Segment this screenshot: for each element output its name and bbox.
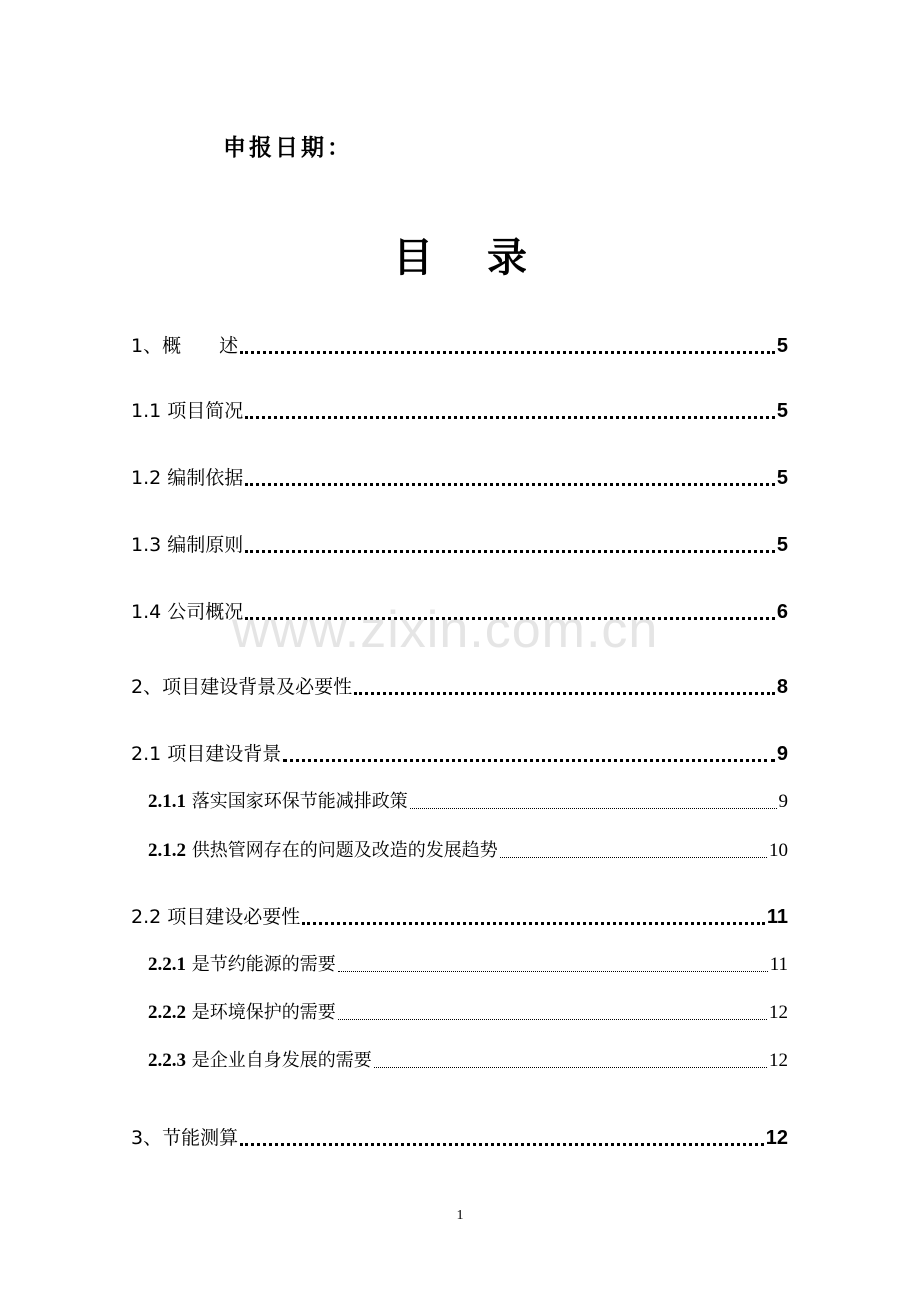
footer-page-number: 1 [456,1208,464,1223]
toc-entry-label [148,787,408,817]
toc-page-number: 5 [776,335,788,357]
toc-entry-text: 是节约能源的需要 [186,954,336,975]
toc-entry-label: 2.2 项目建设必要性 [131,906,301,928]
watermark: www.zixin.com.cn [232,601,659,659]
toc-entry-1-3[interactable] [131,530,788,560]
toc-entry-number: 2.2.3 [148,1050,186,1071]
toc-entry-label [148,1046,372,1076]
toc-entry-1[interactable] [131,331,788,361]
toc-page-number: 11 [769,954,788,975]
dot-leader [374,1067,767,1068]
toc-entry-label: 1.1 项目简况 [131,400,244,422]
toc-entry-1-2[interactable] [131,463,788,493]
toc-entry-label: 3、节能测算 [131,1127,239,1149]
dot-leader [240,351,775,354]
dot-leader [245,483,775,486]
toc-page-number: 12 [769,1050,788,1071]
toc-title: 目 录 [393,235,527,281]
toc-page-number: 5 [776,400,788,422]
dot-leader [240,1143,764,1146]
toc-entry-2-2-2[interactable] [148,998,788,1028]
dot-leader [245,550,775,553]
toc-entry-label [148,998,336,1028]
toc-entry-label: 1.2 编制依据 [131,467,244,489]
toc-page-number: 6 [776,601,788,623]
dot-leader [500,857,767,858]
toc-page-number: 11 [766,906,788,928]
toc-entry-label: 1.3 编制原则 [131,534,244,556]
toc-entry-2-1-1[interactable] [148,787,788,817]
toc-page-number: 5 [776,467,788,489]
dot-leader [302,922,765,925]
dot-leader [245,416,775,419]
toc-entry-label: 1.4 公司概况 [131,601,244,623]
toc-page-number: 9 [776,743,788,765]
toc-entry-2-1-2[interactable] [148,836,788,866]
dot-leader [410,808,777,809]
toc-entry-number: 2.2.1 [148,954,186,975]
toc-entry-text: 是企业自身发展的需要 [186,1050,372,1071]
toc-page-number: 12 [769,1002,788,1023]
toc-entry-number: 2.1.2 [148,840,186,861]
toc-entry-1-1[interactable] [131,396,788,426]
toc-entry-text: 供热管网存在的问题及改造的发展趋势 [186,840,498,861]
toc-entry-label: 1、概 述 [131,335,239,357]
declaration-date-label: 申报日期： [223,135,353,161]
toc-entry-number: 2.2.2 [148,1002,186,1023]
toc-entry-text: 落实国家环保节能减排政策 [186,791,408,812]
dot-leader [338,971,768,972]
toc-page-number: 12 [765,1127,788,1149]
dot-leader [283,759,775,762]
toc-entry-label: 2、项目建设背景及必要性 [131,676,353,698]
dot-leader [338,1019,767,1020]
toc-entry-2-1[interactable] [131,739,788,769]
toc-page-number: 10 [769,840,788,861]
toc-entry-label [148,950,336,980]
toc-entry-2-2[interactable] [131,902,788,932]
toc-entry-2-2-3[interactable] [148,1046,788,1076]
toc-entry-3[interactable] [131,1123,788,1153]
toc-entry-text: 是环境保护的需要 [186,1002,336,1023]
dot-leader [354,692,775,695]
toc-entry-2[interactable] [131,672,788,702]
toc-entry-2-2-1[interactable] [148,950,788,980]
toc-entry-label [148,836,498,866]
toc-page-number: 5 [776,534,788,556]
toc-page-number: 9 [778,791,788,812]
toc-page-number: 8 [776,676,788,698]
toc-entry-label: 2.1 项目建设背景 [131,743,282,765]
toc-entry-number: 2.1.1 [148,791,186,812]
